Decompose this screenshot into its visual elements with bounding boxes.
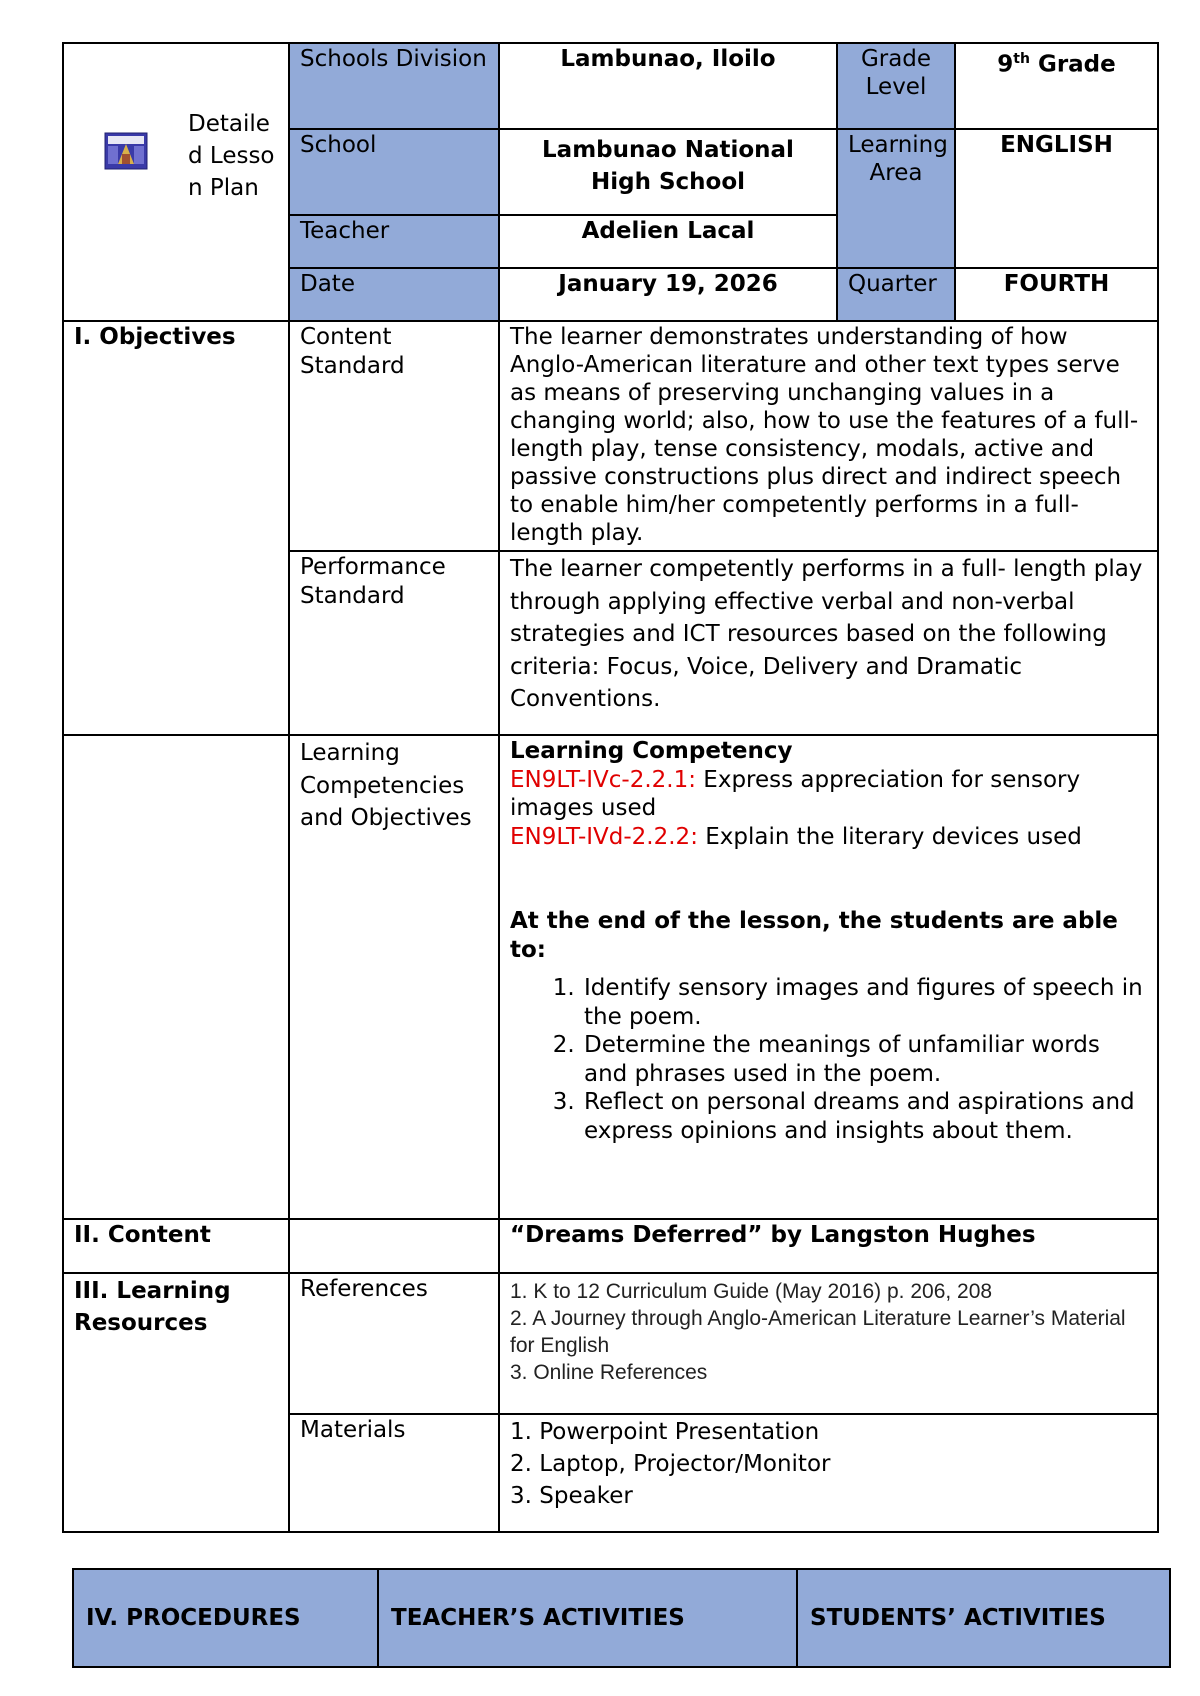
content-standard-text: The learner demonstrates understanding of how Anglo-American literature and other text types serve as means of preserving unchanging values in a changing world; also, how to use the features of a full-length play, tense consistency, modals, active and passive constructions plus direct and indirect speech to enable him/her competently performs in a full-length play. — [499, 321, 1158, 551]
teacher-label: Teacher — [289, 215, 499, 268]
quarter-label: Quarter — [837, 268, 955, 321]
blank-cell — [289, 1219, 499, 1273]
quarter-value: FOURTH — [955, 268, 1158, 321]
teacher-value: Adelien Lacal — [499, 215, 837, 268]
material-item: 1. Powerpoint Presentation — [510, 1419, 820, 1445]
materials-cell — [499, 1414, 1158, 1532]
date-value: January 19, 2026 — [499, 268, 837, 321]
grade-level-value: 9th Grade — [955, 43, 1158, 129]
objective-item: 3. Reflect on personal dreams and aspirations and express opinions and insights about them. — [582, 1088, 1147, 1145]
competency-heading: Learning Competency — [510, 738, 793, 764]
competency-text: Explain the literary devices used — [697, 823, 1082, 850]
competency-code: EN9LT-IVd-2.2.2: — [510, 823, 698, 850]
schools-division-value: Lambunao, Iloilo — [499, 43, 837, 129]
references-label: References — [289, 1273, 499, 1414]
procedures-column-header: IV. PROCEDURES — [73, 1569, 378, 1667]
reference-item: 1. K to 12 Curriculum Guide (May 2016) p. 206, 208 — [510, 1280, 993, 1303]
title-cell — [63, 43, 289, 321]
content-value: “Dreams Deferred” by Langston Hughes — [499, 1219, 1158, 1273]
material-item: 2. Laptop, Projector/Monitor — [510, 1451, 831, 1477]
objectives-section-label: I. Objectives — [63, 321, 289, 735]
content-standard-label: Content Standard — [289, 321, 499, 551]
reference-item: 2. A Journey through Anglo-American Literature Learner’s Material for English — [510, 1307, 1126, 1357]
reference-item: 3. Online References — [510, 1361, 708, 1384]
learning-area-value: ENGLISH — [955, 129, 1158, 268]
teacher-activities-column-header: TEACHER’S ACTIVITIES — [378, 1569, 797, 1667]
materials-label: Materials — [289, 1414, 499, 1532]
school-seal-icon — [104, 132, 148, 170]
date-label: Date — [289, 268, 499, 321]
competency-item — [510, 823, 1147, 852]
resources-section-label: III. Learning Resources — [63, 1273, 289, 1532]
objective-list — [510, 974, 1147, 1145]
competency-text: Express appreciation for sensory images used — [510, 766, 1081, 821]
grade-level-label: Grade Level — [837, 43, 955, 129]
students-activities-column-header: STUDENTS’ ACTIVITIES — [797, 1569, 1170, 1667]
objective-item: 1. Identify sensory images and figures of speech in the poem. — [582, 974, 1147, 1031]
schools-division-label: Schools Division — [289, 43, 499, 129]
learning-area-label: Learning Area — [837, 129, 955, 268]
competencies-cell — [499, 735, 1158, 1219]
blank-cell — [63, 735, 289, 1219]
content-section-label: II. Content — [63, 1219, 289, 1273]
performance-standard-label: Performance Standard — [289, 551, 499, 735]
school-label: School — [289, 129, 499, 215]
competency-item — [510, 766, 1147, 823]
material-item: 3. Speaker — [510, 1483, 633, 1509]
competency-code: EN9LT-IVc-2.2.1: — [510, 766, 696, 793]
objective-item: 2. Determine the meanings of unfamiliar words and phrases used in the poem. — [582, 1031, 1147, 1088]
lesson-plan-table — [62, 42, 1159, 1533]
references-cell — [499, 1273, 1158, 1414]
procedures-header-table — [72, 1568, 1171, 1668]
end-of-lesson-heading: At the end of the lesson, the students are able to: — [510, 908, 1118, 963]
document-title: Detailed Lesson Plan — [188, 111, 275, 201]
school-value: Lambunao National High School — [499, 129, 837, 215]
competencies-label: Learning Competencies and Objectives — [289, 735, 499, 1219]
performance-standard-text: The learner competently performs in a full- length play through applying effective verbal and non-verbal strategies and ICT resources based on the following criteria: Focus, Voice, Delivery and Dramatic Conventions. — [499, 551, 1158, 735]
